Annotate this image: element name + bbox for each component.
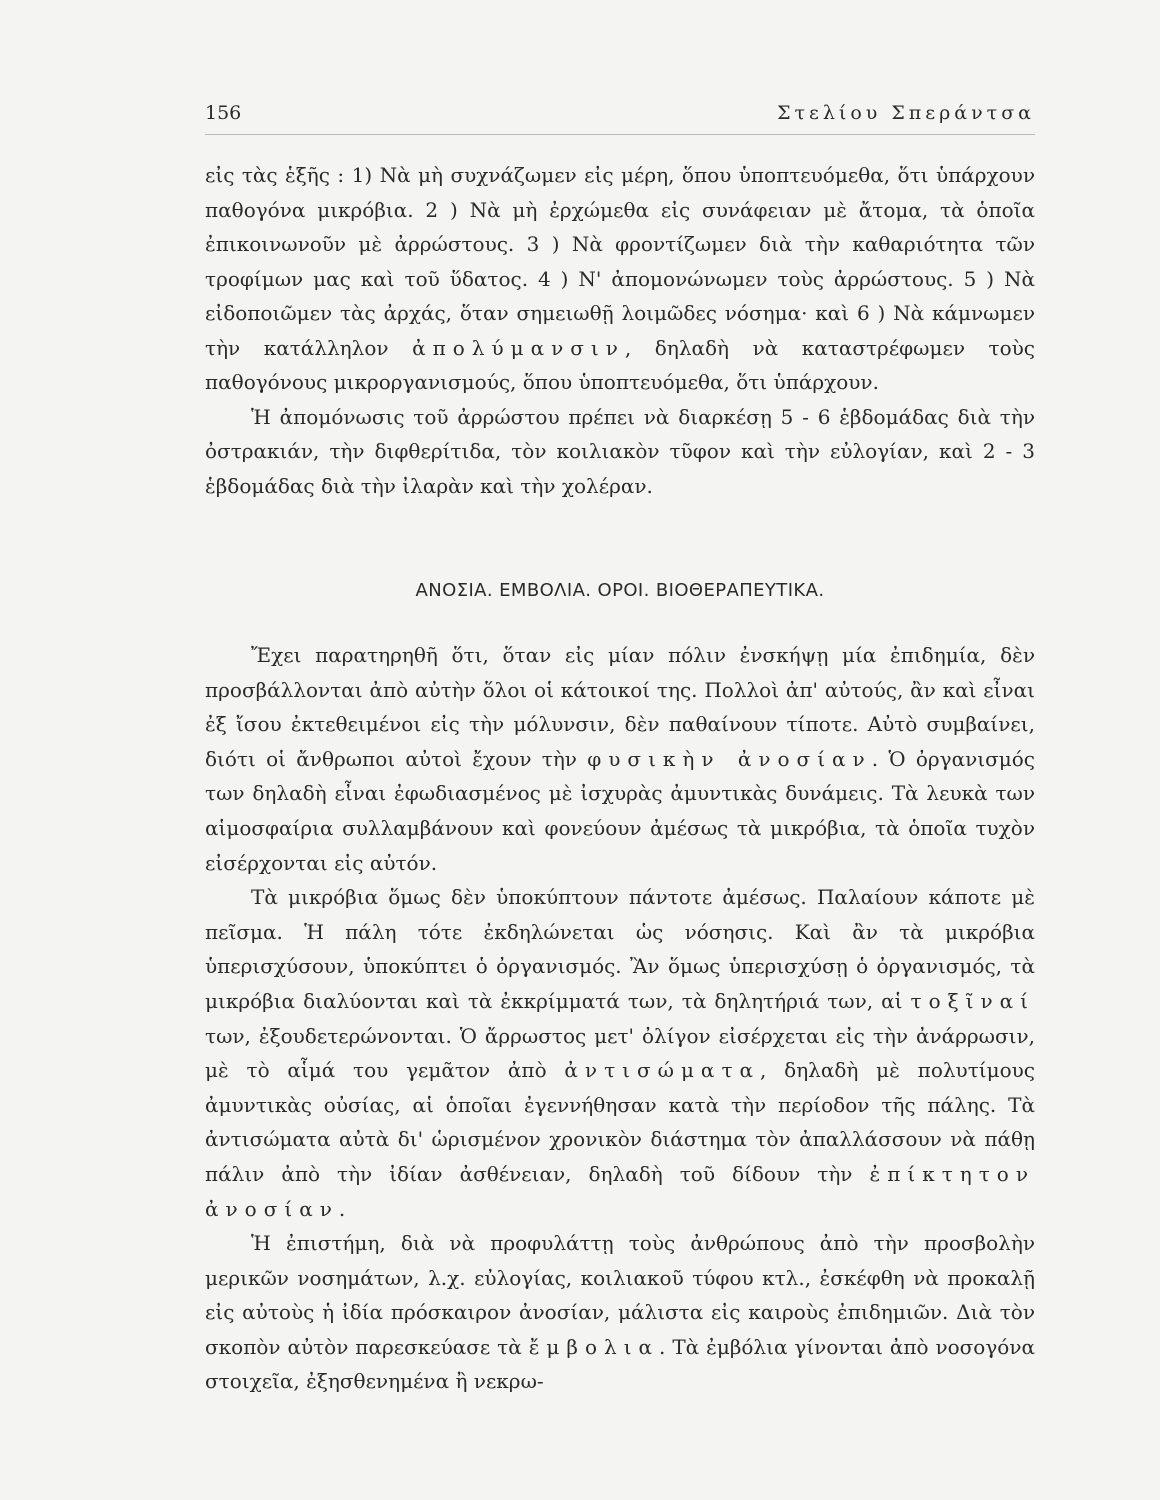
text-segment: εἰς τὰς ἑξῆς : 1) Νὰ μὴ συχνάζωμεν εἰς μέρη, ὅπου ὑποπτευόμεθα, ὅτι ὑπάρχουν παθογόνα μικρόβια. 2 ) Νὰ μὴ ἐρχώμεθα εἰς συνάφειαν μὲ ἄτομα, τὰ ὁποῖα ἐπικοινωνοῦν μὲ ἀρρώστους. 3 ) Νὰ φροντίζωμεν διὰ τὴν καθαριότητα τῶν τροφίμων μας καὶ τοῦ ὕδατος. 4 ) Ν' ἀπομονώνωμεν τοὺς ἀρρώστους. 5 ) Νὰ εἰδοποιῶμεν τὰς ἀρχάς, ὅταν σημειωθῇ λοιμῶδες νόσημα· καὶ 6 ) Νὰ κάμνωμεν τὴν κατάλληλον bbox=[205, 163, 1035, 360]
text-segment: . bbox=[338, 1196, 346, 1221]
body-text-top bbox=[205, 158, 1035, 503]
page-number: 156 bbox=[205, 102, 242, 124]
emphasis-word: ἔμβολια bbox=[528, 1334, 660, 1359]
text-segment: των, ἐξουδετερώνονται. Ὁ ἄρρωστος μετ' ὀλίγον εἰσέρχεται εἰς τὴν ἀνάρρωσιν, μὲ τὸ αἷμά του γεμᾶτον ἀπὸ bbox=[205, 1023, 1035, 1083]
running-title: Στελίου Σπεράντσα bbox=[777, 102, 1035, 124]
text-segment: , δηλαδὴ νὰ καταστρέφωμεν τοὺς παθογόνους μικροργανισμούς, ὅπου ὑποπτευόμεθα, ὅτι ὑπάρχουν. bbox=[205, 335, 1036, 394]
paragraph-precautions bbox=[205, 158, 1035, 400]
paragraph-acquired-immunity bbox=[205, 880, 1035, 1226]
text-segment: Τὰ μικρόβια ὅμως δὲν ὑποκύπτουν πάντοτε ἀμέσως. Παλαίουν κάποτε μὲ πεῖσμα. Ἡ πάλη τότε ἐκδηλώνεται ὡς νόσησις. Καὶ ἂν τὰ μικρόβια ὑπερισχύσουν, ὑποκύπτει ὁ ὀργανισμός. Ἂν ὅμως ὑπερισχύσῃ ὁ ὀργανισμός, τὰ μικρόβια διαλύονται καὶ τὰ ἐκκρίμματά των, τὰ δηλητήριά των, αἱ bbox=[205, 885, 1035, 1013]
section-title: ΑΝΟΣΙΑ. ΕΜΒΟΛΙΑ. ΟΡΟΙ. ΒΙΟΘΕΡΑΠΕΥΤΙΚΑ. bbox=[415, 580, 825, 601]
text-segment: . Ὁ ὀργανισμός των δηλαδὴ εἶναι ἐφωδιασμένος μὲ ἰσχυρὰς ἀμυντικὰς δυνάμεις. Τὰ λευκὰ των αἱμοσφαίρια συλλαμβάνουν καὶ φονεύουν ἀμέσως τὰ μικρόβια, τὰ ὁποῖα τυχὸν εἰσέρχονται εἰς αὐτόν. bbox=[205, 746, 1035, 875]
paragraph-isolation: Ἡ ἀπομόνωσις τοῦ ἀρρώστου πρέπει νὰ διαρκέσῃ 5 - 6 ἑβδομάδας διὰ τὴν ὀστρακιάν, τὴν διφθερίτιδα, τὸν κοιλιακὸν τῦφον καὶ τὴν εὐλογίαν, καὶ 2 - 3 ἑβδομάδας διὰ τὴν ἰλαρὰν καὶ τὴν χολέραν. bbox=[205, 404, 1035, 498]
emphasis-word: φυσικὴν ἀνοσίαν bbox=[587, 746, 872, 771]
body-text-bottom bbox=[205, 638, 1035, 1399]
emphasis-word: ἐπίκτητον ἀνοσίαν bbox=[205, 1161, 1035, 1221]
emphasis-word: ἀντισώματα bbox=[564, 1058, 761, 1083]
paragraph-vaccines bbox=[205, 1226, 1035, 1399]
emphasis-word: τοξῖναί bbox=[910, 988, 1035, 1013]
text-segment: Ἡ ἐπιστήμη, διὰ νὰ προφυλάττῃ τοὺς ἀνθρώπους ἀπὸ τὴν προσβολὴν μερικῶν νοσημάτων, λ.χ. εὐλογίας, κοιλιακοῦ τύφου κτλ., ἐσκέφθη νὰ προκαλῇ εἰς αὐτοὺς ἡ ἰδία πρόσκαιρον ἀνοσίαν, μάλιστα εἰς καιροὺς ἐπιδημιῶν. Διὰ τὸν σκοπὸν αὐτὸν παρεσκεύασε τὰ bbox=[205, 1231, 1035, 1359]
paragraph-natural-immunity bbox=[205, 638, 1035, 880]
page-header bbox=[205, 100, 1035, 135]
text-segment: . Τὰ ἐμβόλια γίνονται ἀπὸ νοσογόνα στοιχεῖα, ἐξησθενημένα ἢ νεκρω- bbox=[205, 1334, 1036, 1394]
text-segment: Ἔχει παρατηρηθῆ ὅτι, ὅταν εἰς μίαν πόλιν ἐνσκήψῃ μία ἐπιδημία, δὲν προσβάλλονται ἀπὸ αὐτὴν ὅλοι οἱ κάτοικοί της. Πολλοὶ ἀπ' αὐτούς, ἂν καὶ εἶναι ἐξ ἴσου ἐκτεθειμένοι εἰς τὴν μόλυνσιν, δὲν παθαίνουν τίποτε. Αὐτὸ συμβαίνει, διότι οἱ ἄνθρωποι αὐτοὶ ἔχουν τὴν bbox=[205, 643, 1035, 771]
emphasis-word: ἀπολύμανσιν bbox=[412, 335, 625, 360]
text-segment: , δηλαδὴ μὲ πολυτίμους ἀμυντικὰς οὐσίας, αἱ ὁποῖαι ἐγεννήθησαν κατὰ τὴν περίοδον τῆς πάλης. Τὰ ἀντισώματα αὐτὰ δι' ὡρισμένον χρονικὸν διάστημα τὸν ἀπαλλάσσουν νὰ πάθῃ πάλιν ἀπὸ τὴν ἰδίαν ἀσθένειαν, δηλαδὴ τοῦ δίδουν τὴν bbox=[205, 1058, 1035, 1186]
